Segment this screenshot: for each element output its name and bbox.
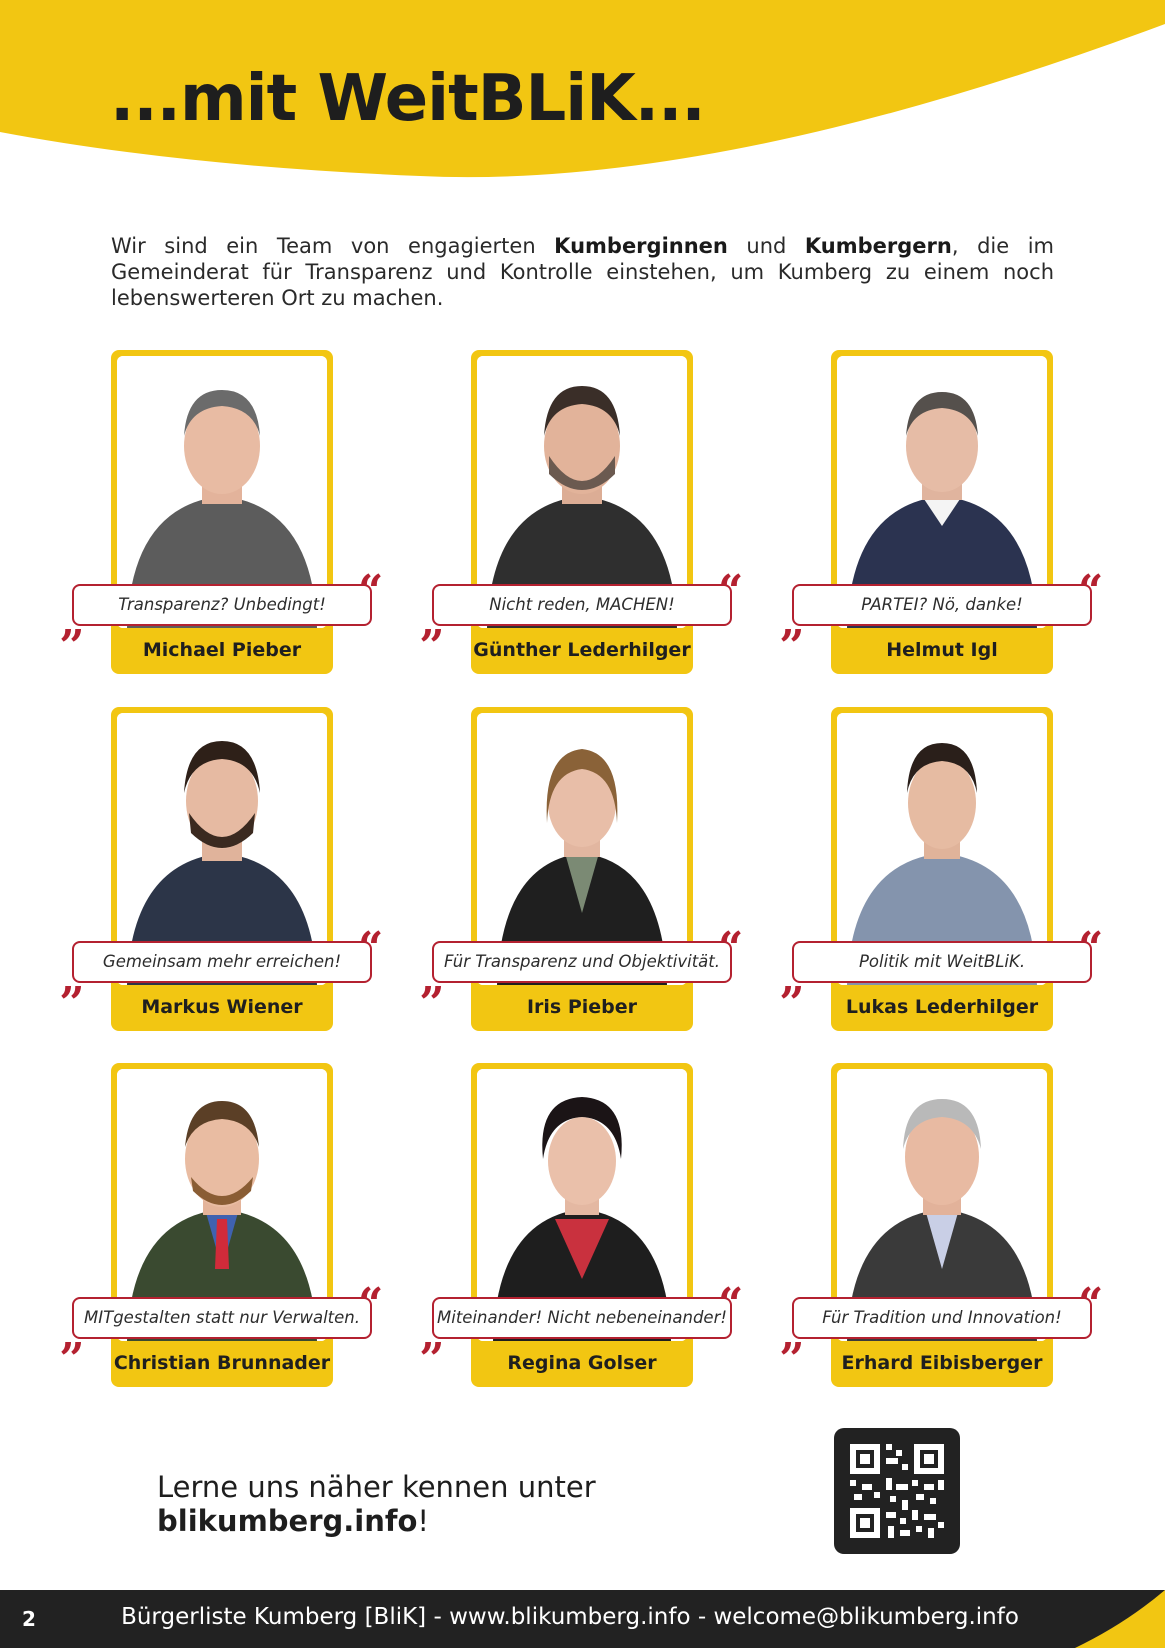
member-name: Regina Golser bbox=[507, 1352, 657, 1374]
quote-box: Nicht reden, MACHEN! bbox=[432, 584, 732, 626]
footer-contact-text: Bürgerliste Kumberg [BliK] - www.blikumberg.info - welcome@blikumberg.info bbox=[121, 1604, 1019, 1630]
intro-text-1: Wir sind ein Team von engagierten bbox=[111, 234, 555, 258]
quote-open-icon: „ bbox=[780, 953, 806, 1004]
quote-close-icon: “ bbox=[358, 566, 384, 617]
member-name: Markus Wiener bbox=[141, 996, 303, 1018]
footer-yellow-corner bbox=[1055, 1590, 1165, 1648]
cta-suffix: ! bbox=[417, 1504, 430, 1538]
quote-box: MITgestalten statt nur Verwalten. bbox=[72, 1297, 372, 1339]
quote-close-icon: “ bbox=[718, 923, 744, 974]
intro-bold-1: Kumberginnen bbox=[554, 234, 728, 258]
intro-paragraph bbox=[111, 233, 1054, 311]
member-name: Lukas Lederhilger bbox=[845, 996, 1039, 1018]
member-name: Iris Pieber bbox=[526, 996, 638, 1018]
quote-close-icon: “ bbox=[358, 923, 384, 974]
intro-text-2: und bbox=[727, 234, 805, 258]
member-name: Christian Brunnader bbox=[113, 1352, 331, 1374]
page-title: ...mit WeitBLiK... bbox=[110, 62, 705, 136]
quote-open-icon: „ bbox=[780, 1309, 806, 1360]
quote-box: PARTEI? Nö, danke! bbox=[792, 584, 1092, 626]
quote-open-icon: „ bbox=[60, 953, 86, 1004]
quote-box: Politik mit WeitBLiK. bbox=[792, 941, 1092, 983]
intro-bold-2: Kumbergern bbox=[804, 234, 952, 258]
quote-open-icon: „ bbox=[780, 596, 806, 647]
quote-close-icon: “ bbox=[1078, 1279, 1104, 1330]
qr-code-icon[interactable] bbox=[834, 1428, 960, 1554]
quote-close-icon: “ bbox=[718, 1279, 744, 1330]
quote-close-icon: “ bbox=[1078, 923, 1104, 974]
footer-bar bbox=[0, 1590, 1165, 1648]
quote-open-icon: „ bbox=[60, 1309, 86, 1360]
member-name: Michael Pieber bbox=[142, 639, 302, 661]
call-to-action bbox=[157, 1470, 817, 1538]
quote-open-icon: „ bbox=[60, 596, 86, 647]
quote-open-icon: „ bbox=[420, 953, 446, 1004]
cta-text: Lerne uns näher kennen unter bbox=[157, 1470, 596, 1504]
member-name: Helmut Igl bbox=[886, 639, 998, 661]
member-name: Erhard Eibisberger bbox=[841, 1352, 1043, 1374]
qr-code-graphic bbox=[834, 1428, 960, 1554]
quote-box: Transparenz? Unbedingt! bbox=[72, 584, 372, 626]
quote-close-icon: “ bbox=[1078, 566, 1104, 617]
quote-close-icon: “ bbox=[358, 1279, 384, 1330]
page-number: 2 bbox=[22, 1607, 36, 1631]
quote-box: Gemeinsam mehr erreichen! bbox=[72, 941, 372, 983]
quote-box: Miteinander! Nicht nebeneinander! bbox=[432, 1297, 732, 1339]
member-name: Günther Lederhilger bbox=[473, 639, 691, 661]
intro-text-3: , die im Gemeinderat für Transparenz und Kontrolle einstehen, um Kumberg zu einem noch lebenswerteren Ort zu machen. bbox=[111, 234, 1054, 310]
quote-box: Für Tradition und Innovation! bbox=[792, 1297, 1092, 1339]
quote-close-icon: “ bbox=[718, 566, 744, 617]
cta-link[interactable]: blikumberg.info bbox=[157, 1504, 418, 1538]
quote-open-icon: „ bbox=[420, 1309, 446, 1360]
quote-box: Für Transparenz und Objektivität. bbox=[432, 941, 732, 983]
quote-open-icon: „ bbox=[420, 596, 446, 647]
